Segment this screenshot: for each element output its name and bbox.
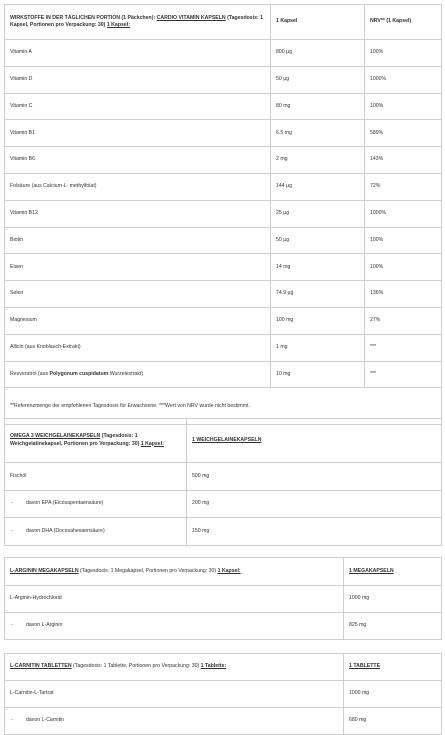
cardio-title-cell [5,5,271,40]
nutrient-nrv: 1000% [365,66,442,93]
cardio-title-portion: 1 Kapsel: [106,22,130,28]
nutrient-nrv: 100% [365,254,442,281]
cardio-col-amount-header: 1 Kapsel [271,5,365,40]
nutrient-amount: 2 mg [271,147,365,174]
ingredient-name: davon EPA (Eicosapentaensäure) [26,500,104,507]
table-row [5,681,442,708]
table-row [5,173,442,200]
nutrient-amount: 14 mg [271,254,365,281]
nutrient-nrv: 27% [365,307,442,334]
resveratrol-prefix: Resveratrol (aus [10,370,50,377]
ingredient-cell [5,518,187,546]
nutrient-name: Vitamin B1 [5,120,271,147]
nutrient-amount: 1 mg [271,334,365,361]
ingredient-cell [5,463,187,491]
nutrient-name: Vitamin B12 [5,200,271,227]
nutrient-nrv: 143% [365,147,442,174]
nutrient-name [5,361,271,388]
resveratrol-source: Polygonum cuspidatum [49,370,109,377]
nutrient-amount: 800 µg [271,40,365,67]
nutrient-nrv: 136% [365,281,442,308]
omega3-col-amount-header: 1 WEICHGELAINEKAPSELN [187,419,442,463]
nutrient-amount: 50 µg [271,227,365,254]
ingredient-cell [5,490,187,518]
table-row [5,66,442,93]
cardio-title-product: CARDIO VITAMIN KAPSELN [156,14,226,21]
nutrient-name: Vitamin A [5,40,271,67]
nutrient-amount: 100 mg [271,307,365,334]
ingredient-name: davon L-Carnitin [26,717,65,724]
ingredient-name: L-Carnitin-L-Tartrat [10,690,54,697]
nutrient-nrv: 100% [365,227,442,254]
arginin-table [4,557,442,640]
ingredient-amount: 150 mg [187,518,442,546]
nutrient-name: Vitamin C [5,93,271,120]
nutrient-name: Biotin [5,227,271,254]
table-row [5,518,442,546]
resveratrol-suffix: Wurzelextrakt) [108,370,144,377]
arginin-col-amount-header: 1 MEGAKAPSELN [344,558,442,586]
nutrient-name: Eisen [5,254,271,281]
nutrient-name: Allicin (aus Knoblauch-Extrakt) [5,334,271,361]
ingredient-name: davon L-Arginin [26,622,63,629]
nutrient-amount: 74.9 µg [271,281,365,308]
table-header-row [5,419,442,463]
nutrient-name: Folsäure (aus Calcium-L- methylfolat) [5,173,271,200]
omega3-title-cell [5,419,187,463]
nutrient-nrv: *** [365,361,442,388]
carnitin-title-portion: 1 Tablette: [200,663,227,670]
ingredient-amount: 200 mg [187,490,442,518]
sub-item-dash: - [11,527,13,534]
nutrient-nrv: 1000% [365,200,442,227]
nutrient-amount: 80 mg [271,93,365,120]
table-row [5,586,442,613]
ingredient-amount: 825 mg [344,613,442,640]
carnitin-title-dosage: (Tagesdosis: 1 Tablette, Portionen pro Verpackung: 30) [71,663,201,670]
table-header-row [5,5,442,40]
sub-item-dash: - [11,622,13,629]
arginin-title-dosage: (Tagesdosis: 1 Megakapsel, Portionen pro Verpackung: 30) [78,567,218,574]
table-row [5,147,442,174]
ingredient-cell [5,586,344,613]
ingredient-amount: 1000 mg [344,681,442,708]
table-row [5,40,442,67]
carnitin-col-amount-header: 1 TABLETTE [344,654,442,681]
table-row [5,490,442,518]
nutrient-nrv: 72% [365,173,442,200]
ingredient-cell [5,613,344,640]
arginin-title-product: L-ARGININ MEGAKAPSELN [10,567,79,574]
ingredient-cell [5,708,344,735]
sub-item-dash: - [11,500,13,507]
table-row [5,307,442,334]
carnitin-title-product: L-CARNITIN TABLETTEN [10,663,72,670]
ingredient-cell [5,681,344,708]
table-row [5,334,442,361]
nutrient-nrv: *** [365,334,442,361]
ingredient-name: davon DHA (Docosahexaensäure) [26,527,105,534]
table-row [5,281,442,308]
cardio-col-nrv-header: NRV** (1 Kapsel) [365,5,442,40]
omega3-table [4,418,442,546]
arginin-title-cell [5,558,344,586]
nutrient-name: Magnesium [5,307,271,334]
carnitin-title-cell [5,654,344,681]
nutrient-amount: 10 mg [271,361,365,388]
cardio-vitamin-table [4,4,442,425]
cardio-title-dosage: (Tagesdosis: 1 Kapsel, Portionen pro Verpackung: 30) [10,14,264,28]
table-row [5,227,442,254]
table-row [5,120,442,147]
table-header-row [5,654,442,681]
footnote: **Referenzmenge der empfohlenen Tagesdosis für Erwachsene. ***Wert von NRV wurde nicht bestimmt. [5,388,442,425]
omega3-title-dosage: (Tagesdosis: 1 Weichgelatinekapsel, Portionen pro Verpackung: 30) [10,433,141,447]
table-header-row [5,558,442,586]
ingredient-name: L-Arginin-Hydrochlorid [10,595,62,602]
ingredient-amount: 1000 mg [344,586,442,613]
nutrient-name: Selen [5,281,271,308]
table-row [5,200,442,227]
nutrient-name: Vitamin B6 [5,147,271,174]
sub-item-dash: - [11,717,13,724]
table-row [5,254,442,281]
table-row [5,93,442,120]
cardio-title-prefix: WIRKSTOFFE IN DER TÄGLICHEN PORTION (1 Päckchen): [10,14,157,21]
nutrient-nrv: 589% [365,120,442,147]
ingredient-amount: 680 mg [344,708,442,735]
nutrient-amount: 50 µg [271,66,365,93]
table-row [5,463,442,491]
nutrient-nrv: 100% [365,93,442,120]
nutrient-name: Vitamin D [5,66,271,93]
table-row [5,613,442,640]
nutrient-amount: 25 µg [271,200,365,227]
carnitin-table [4,653,442,735]
arginin-title-portion: 1 Kapsel: [217,567,241,574]
table-row [5,708,442,735]
table-row [5,361,442,388]
omega3-title-portion: 1 Kapsel: [140,440,164,447]
nutrient-nrv: 100% [365,40,442,67]
ingredient-name: Fischöl [10,472,27,479]
omega3-title-product: OMEGA 3 WEICHGELAINEKAPSELN [10,433,101,440]
ingredient-amount: 500 mg [187,463,442,491]
nutrient-amount: 6.5 mg [271,120,365,147]
nutrient-amount: 144 µg [271,173,365,200]
